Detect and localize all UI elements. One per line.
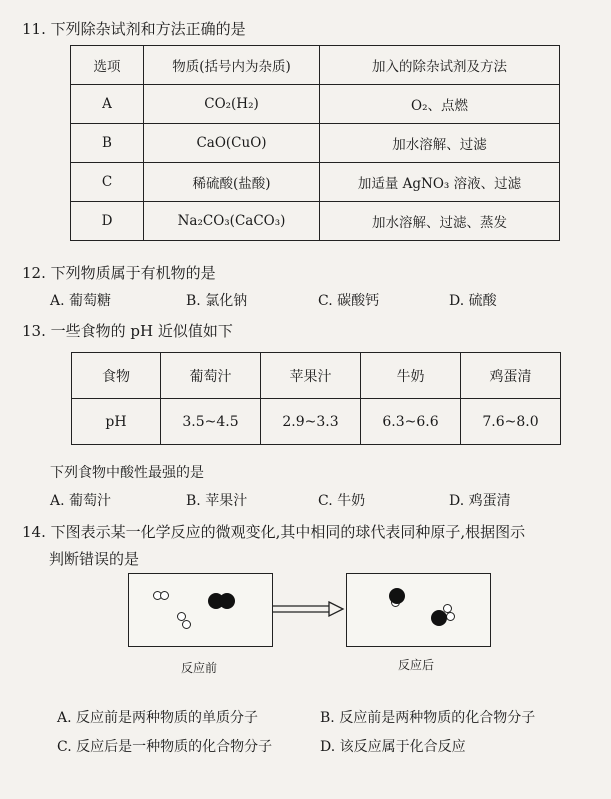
ph-value-cell: 6.3~6.6 — [361, 399, 461, 445]
table-header-row — [71, 46, 560, 85]
q12-option-c[interactable]: C. 碳酸钙 — [318, 293, 380, 309]
caption-before: 反应前 — [181, 661, 218, 675]
option-cell: D — [71, 202, 144, 241]
table-header-cell: 物质(括号内为杂质) — [144, 46, 320, 85]
after-reaction-box — [346, 573, 491, 647]
q14-option-a[interactable]: A. 反应前是两种物质的单质分子 — [57, 710, 259, 726]
q14-option-d[interactable]: D. 该反应属于化合反应 — [320, 739, 466, 755]
table-row — [71, 85, 560, 124]
food-cell: 鸡蛋清 — [461, 353, 561, 399]
table-row — [71, 202, 560, 241]
q13-option-a[interactable]: A. 葡萄汁 — [50, 493, 112, 509]
q14-stem-line2: 判断错误的是 — [49, 550, 140, 568]
q14-option-b[interactable]: B. 反应前是两种物质的化合物分子 — [320, 710, 536, 726]
table-row — [71, 163, 560, 202]
ph-value-cell: 3.5~4.5 — [161, 399, 261, 445]
method-cell: 加水溶解、过滤 — [320, 124, 560, 163]
table-header-row — [72, 353, 561, 399]
table-header-cell: 加入的除杂试剂及方法 — [320, 46, 560, 85]
white-atom — [160, 591, 169, 600]
method-cell: O₂、点燃 — [320, 85, 560, 124]
q11-stem: 11. 下列除杂试剂和方法正确的是 — [22, 20, 246, 38]
substance-cell: CaO(CuO) — [144, 124, 320, 163]
method-cell: 加水溶解、过滤、蒸发 — [320, 202, 560, 241]
q13-option-d[interactable]: D. 鸡蛋清 — [449, 493, 511, 509]
q12-option-a[interactable]: A. 葡萄糖 — [50, 293, 112, 309]
black-atom — [389, 588, 405, 604]
substance-cell: Na₂CO₃(CaCO₃) — [144, 202, 320, 241]
before-reaction-box — [128, 573, 273, 647]
q13-option-c[interactable]: C. 牛奶 — [318, 493, 366, 509]
q14-stem-line1: 14. 下图表示某一化学反应的微观变化,其中相同的球代表同种原子,根据图示 — [22, 523, 526, 541]
option-cell: A — [71, 85, 144, 124]
black-atom — [431, 610, 447, 626]
q13-option-b[interactable]: B. 苹果汁 — [186, 493, 248, 509]
q14-option-c[interactable]: C. 反应后是一种物质的化合物分子 — [57, 739, 273, 755]
ph-value-cell: 7.6~8.0 — [461, 399, 561, 445]
option-cell: C — [71, 163, 144, 202]
ph-label-cell: pH — [72, 399, 161, 445]
q12-option-b[interactable]: B. 氯化钠 — [186, 293, 248, 309]
food-cell: 苹果汁 — [261, 353, 361, 399]
food-cell: 葡萄汁 — [161, 353, 261, 399]
table-row — [71, 124, 560, 163]
ph-value-cell: 2.9~3.3 — [261, 399, 361, 445]
q12-option-d[interactable]: D. 硫酸 — [449, 293, 497, 309]
method-cell: 加适量 AgNO₃ 溶液、过滤 — [320, 163, 560, 202]
q12-stem: 12. 下列物质属于有机物的是 — [22, 264, 216, 282]
white-atom — [182, 620, 191, 629]
reaction-arrow-icon — [271, 600, 346, 618]
table-row — [72, 399, 561, 445]
white-atom — [446, 612, 455, 621]
caption-after: 反应后 — [398, 658, 435, 672]
q13-stem: 13. 一些食物的 pH 近似值如下 — [22, 322, 233, 340]
q13-sub-question: 下列食物中酸性最强的是 — [50, 465, 204, 481]
q13-ph-table — [71, 352, 561, 445]
table-header-cell: 食物 — [72, 353, 161, 399]
black-atom — [219, 593, 235, 609]
option-cell: B — [71, 124, 144, 163]
food-cell: 牛奶 — [361, 353, 461, 399]
table-header-cell: 选项 — [71, 46, 144, 85]
q11-table — [70, 45, 560, 241]
substance-cell: 稀硫酸(盐酸) — [144, 163, 320, 202]
substance-cell: CO₂(H₂) — [144, 85, 320, 124]
